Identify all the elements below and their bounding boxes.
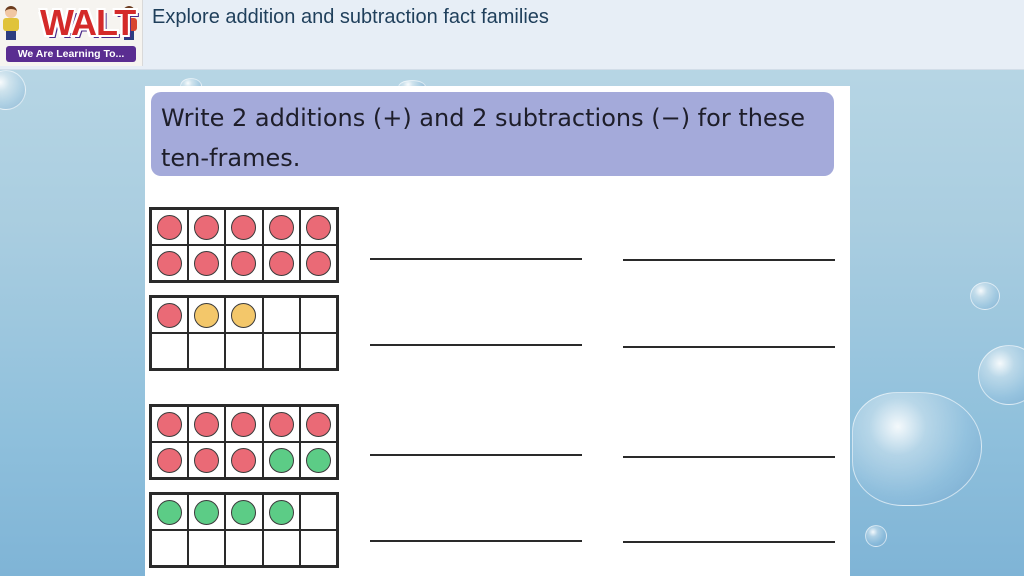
ten-frame-cell bbox=[188, 530, 225, 566]
ten-frame bbox=[149, 492, 339, 568]
ten-frame-cell bbox=[263, 442, 300, 478]
red-counter bbox=[157, 303, 182, 328]
red-counter bbox=[269, 215, 294, 240]
red-counter bbox=[231, 448, 256, 473]
ten-frame-cell bbox=[188, 442, 225, 478]
ten-frame-cell bbox=[300, 406, 337, 442]
ten-frame-cell bbox=[300, 209, 337, 245]
answer-line[interactable] bbox=[623, 259, 835, 261]
red-counter bbox=[194, 215, 219, 240]
yellow-counter bbox=[231, 303, 256, 328]
ten-frame-cell bbox=[263, 494, 300, 530]
ten-frame bbox=[149, 404, 339, 480]
answer-line[interactable] bbox=[623, 456, 835, 458]
ten-frame-cell bbox=[225, 442, 262, 478]
green-counter bbox=[306, 448, 331, 473]
ten-frame-cell bbox=[300, 442, 337, 478]
green-counter bbox=[269, 448, 294, 473]
slide-header bbox=[0, 0, 1024, 70]
ten-frame-cell bbox=[188, 406, 225, 442]
red-counter bbox=[306, 251, 331, 276]
answer-line[interactable] bbox=[623, 541, 835, 543]
bubble-decoration bbox=[970, 282, 1000, 310]
ten-frame-cell bbox=[151, 406, 188, 442]
bubble-decoration bbox=[978, 345, 1024, 405]
red-counter bbox=[231, 251, 256, 276]
ten-frame-cell bbox=[225, 209, 262, 245]
green-counter bbox=[157, 500, 182, 525]
answer-line[interactable] bbox=[623, 346, 835, 348]
ten-frame-cell bbox=[263, 209, 300, 245]
green-counter bbox=[269, 500, 294, 525]
ten-frame-cell bbox=[263, 297, 300, 333]
ten-frame-cell bbox=[188, 209, 225, 245]
ten-frame-cell bbox=[151, 209, 188, 245]
ten-frame-cell bbox=[225, 406, 262, 442]
ten-frame-cell bbox=[225, 333, 262, 369]
red-counter bbox=[269, 412, 294, 437]
ten-frame-cell bbox=[151, 245, 188, 281]
green-counter bbox=[194, 500, 219, 525]
red-counter bbox=[306, 215, 331, 240]
ten-frame bbox=[149, 295, 339, 371]
child-figure-icon bbox=[2, 6, 20, 40]
ten-frame-cell bbox=[151, 442, 188, 478]
ten-frame-cell bbox=[225, 530, 262, 566]
ten-frame-cell bbox=[225, 297, 262, 333]
ten-frame-cell bbox=[300, 297, 337, 333]
bubble-decoration bbox=[865, 525, 887, 547]
ten-frame-cell bbox=[300, 333, 337, 369]
red-counter bbox=[194, 251, 219, 276]
red-counter bbox=[231, 412, 256, 437]
ten-frame-cell bbox=[300, 245, 337, 281]
answer-line[interactable] bbox=[370, 258, 582, 260]
green-counter bbox=[231, 500, 256, 525]
ten-frame-cell bbox=[300, 530, 337, 566]
page-title: Explore addition and subtraction fact families bbox=[152, 6, 549, 28]
logo-wordmark: WALT bbox=[40, 2, 136, 43]
ten-frame-cell bbox=[151, 297, 188, 333]
ten-frame-cell bbox=[151, 494, 188, 530]
answer-line[interactable] bbox=[370, 344, 582, 346]
red-counter bbox=[231, 215, 256, 240]
ten-frame-cell bbox=[263, 530, 300, 566]
ten-frame-cell bbox=[263, 333, 300, 369]
red-counter bbox=[157, 412, 182, 437]
answer-line[interactable] bbox=[370, 540, 582, 542]
ten-frame-cell bbox=[151, 333, 188, 369]
red-counter bbox=[157, 448, 182, 473]
ten-frame-cell bbox=[300, 494, 337, 530]
bubble-decoration bbox=[852, 392, 982, 506]
red-counter bbox=[306, 412, 331, 437]
yellow-counter bbox=[194, 303, 219, 328]
bubble-decoration bbox=[0, 70, 26, 110]
worksheet bbox=[145, 86, 850, 576]
red-counter bbox=[269, 251, 294, 276]
red-counter bbox=[157, 215, 182, 240]
ten-frame-cell bbox=[225, 494, 262, 530]
ten-frame-cell bbox=[225, 245, 262, 281]
ten-frame-cell bbox=[188, 333, 225, 369]
ten-frame bbox=[149, 207, 339, 283]
ten-frame-cell bbox=[188, 245, 225, 281]
red-counter bbox=[194, 412, 219, 437]
logo-subtitle: We Are Learning To... bbox=[6, 46, 136, 62]
ten-frame-cell bbox=[263, 245, 300, 281]
instruction-banner: Write 2 additions (+) and 2 subtractions (−) for these ten-frames. bbox=[151, 92, 834, 176]
ten-frame-cell bbox=[188, 494, 225, 530]
answer-line[interactable] bbox=[370, 454, 582, 456]
red-counter bbox=[194, 448, 219, 473]
walt-logo bbox=[0, 0, 143, 66]
ten-frame-cell bbox=[263, 406, 300, 442]
ten-frame-cell bbox=[151, 530, 188, 566]
ten-frame-cell bbox=[188, 297, 225, 333]
red-counter bbox=[157, 251, 182, 276]
